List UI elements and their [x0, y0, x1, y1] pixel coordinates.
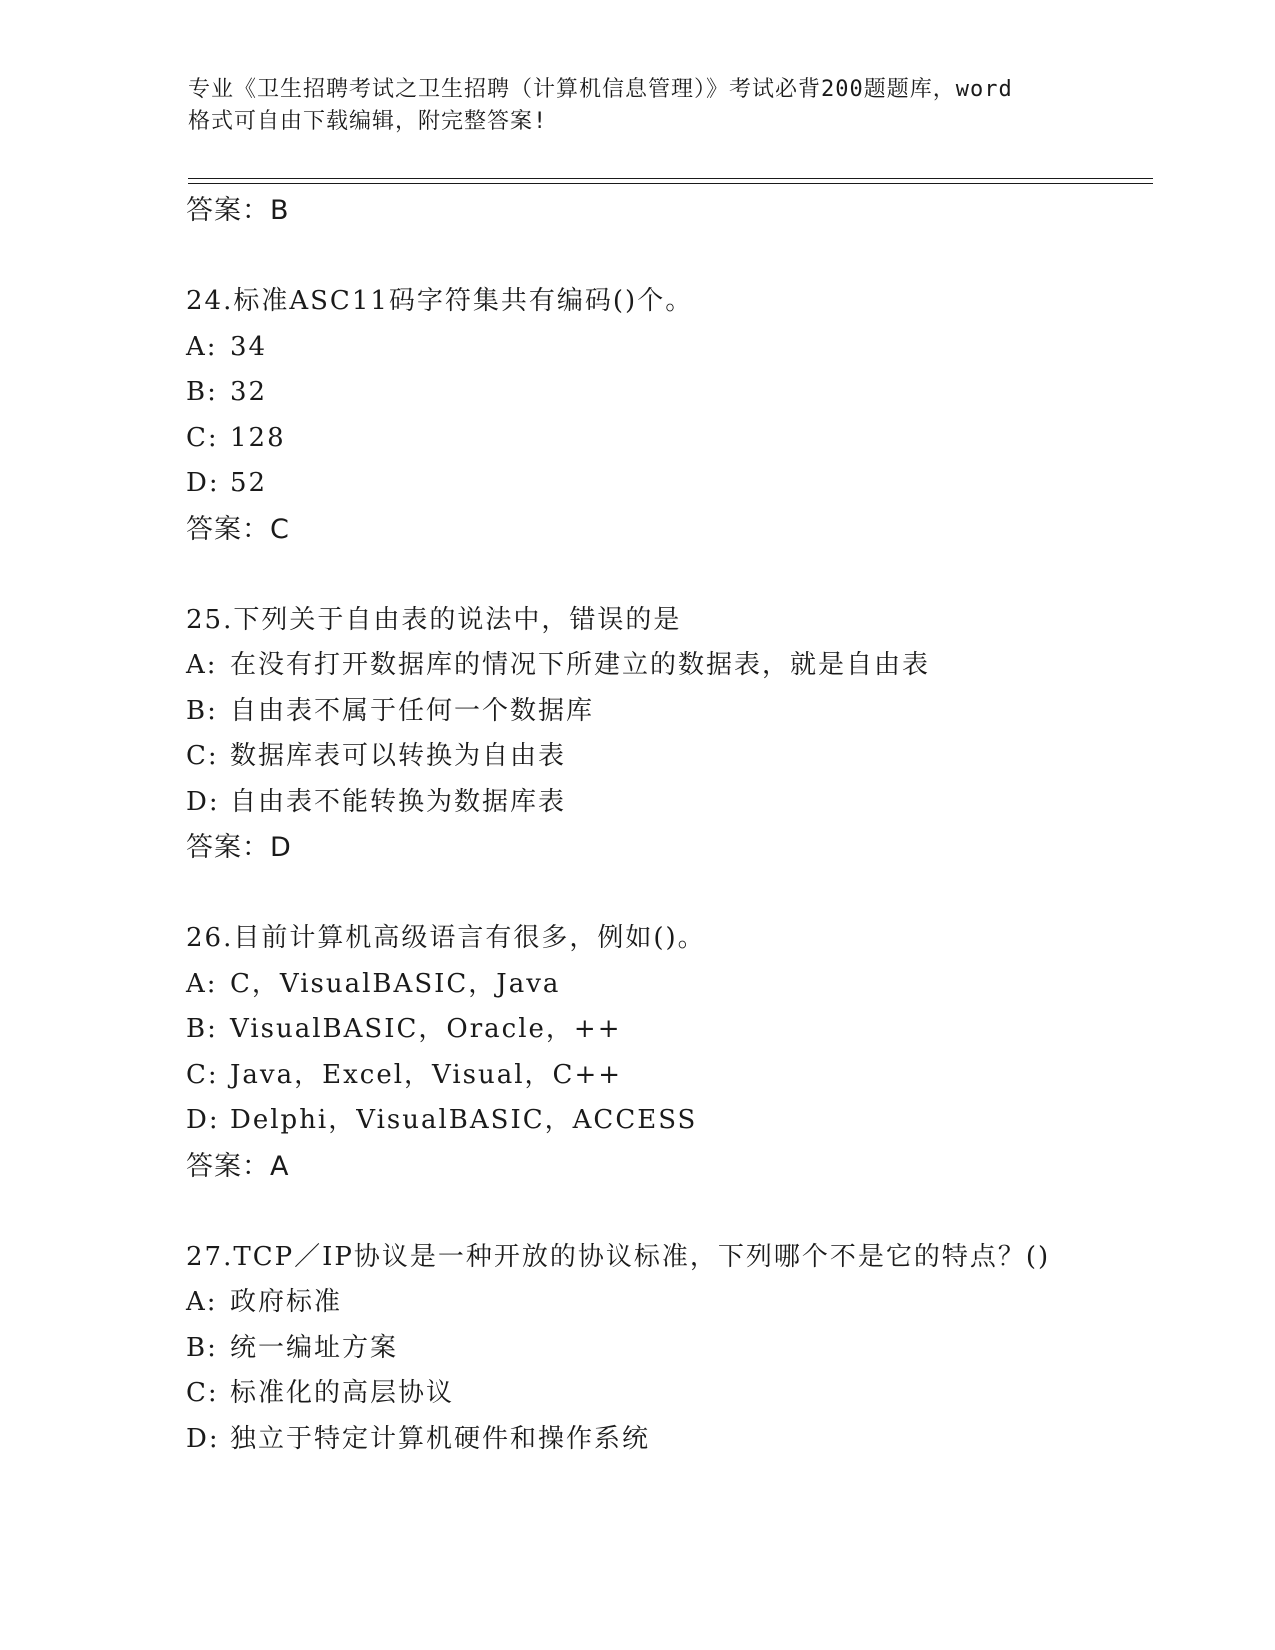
option-letter: A: [186, 1287, 218, 1317]
question-27 [186, 1235, 1186, 1463]
question-text: 24.标准ASC11码字符集共有编码()个。 [186, 286, 694, 316]
option-text: Java，Excel，Visual，C++ [230, 1059, 623, 1090]
header-divider [188, 178, 1153, 184]
option-d [186, 780, 1186, 826]
option-text: 32 [230, 377, 268, 407]
option-text: 数据库表可以转换为自由表 [230, 741, 567, 771]
option-letter: A: [186, 650, 218, 680]
option-text: 统一编址方案 [230, 1332, 399, 1363]
question-text: 25.下列关于自由表的说法中，错误的是 [186, 604, 682, 635]
option-letter: A: [186, 968, 218, 999]
question-text: 26.目前计算机高级语言有很多，例如()。 [186, 923, 706, 953]
option-letter: D: [186, 468, 220, 498]
option-a [186, 1280, 1186, 1326]
header-line-2: 格式可自由下载编辑，附完整答案! [188, 109, 548, 134]
option-a [186, 325, 1186, 371]
option-a [186, 643, 1186, 689]
question-list [186, 188, 1186, 1462]
question-text: 27.TCP／IP协议是一种开放的协议标准，下列哪个不是它的特点？() [186, 1241, 1051, 1272]
option-b [186, 1326, 1186, 1372]
option-letter: A: [186, 331, 218, 362]
option-text: 在没有打开数据库的情况下所建立的数据表，就是自由表 [230, 650, 931, 680]
option-text: 128 [230, 422, 286, 453]
option-d [186, 1417, 1186, 1463]
option-c [186, 416, 1186, 462]
option-letter: D: [186, 1105, 220, 1135]
option-letter: D: [186, 786, 220, 817]
option-letter: B: [186, 377, 218, 407]
option-letter: B: [186, 695, 218, 726]
option-a [186, 962, 1186, 1008]
question-25 [186, 598, 1186, 871]
option-letter: B: [186, 1332, 218, 1363]
option-c [186, 1371, 1186, 1417]
option-b [186, 689, 1186, 735]
option-text: 自由表不属于任何一个数据库 [230, 695, 595, 726]
answer-line: 答案：C [186, 513, 290, 545]
option-d [186, 461, 1186, 507]
option-letter: C: [186, 1378, 219, 1408]
option-c [186, 1053, 1186, 1099]
option-letter: C: [186, 1059, 219, 1090]
header-line-1: 专业《卫生招聘考试之卫生招聘（计算机信息管理）》考试必背200题题库，word [188, 77, 1013, 102]
question-26 [186, 916, 1186, 1189]
option-text: 政府标准 [230, 1287, 343, 1317]
answer-line: 答案：B [186, 195, 290, 226]
answer-line: 答案：A [186, 1150, 290, 1182]
option-letter: D: [186, 1423, 220, 1454]
option-text: VisualBASIC，Oracle，++ [230, 1014, 622, 1044]
option-letter: C: [186, 741, 219, 771]
option-text: 标准化的高层协议 [230, 1378, 455, 1408]
option-text: 自由表不能转换为数据库表 [230, 786, 567, 817]
option-text: 独立于特定计算机硬件和操作系统 [230, 1423, 651, 1454]
option-text: 52 [230, 468, 268, 498]
option-b [186, 1007, 1186, 1053]
option-text: Delphi，VisualBASIC，ACCESS [230, 1105, 698, 1135]
document-header [188, 74, 1088, 138]
answer-line: 答案：D [186, 832, 292, 863]
option-text: 34 [230, 331, 268, 362]
option-text: C，VisualBASIC，Java [230, 968, 561, 999]
option-letter: C: [186, 422, 219, 453]
question-24 [186, 279, 1186, 552]
option-letter: B: [186, 1014, 218, 1044]
option-d [186, 1098, 1186, 1144]
option-c [186, 734, 1186, 780]
option-b [186, 370, 1186, 416]
